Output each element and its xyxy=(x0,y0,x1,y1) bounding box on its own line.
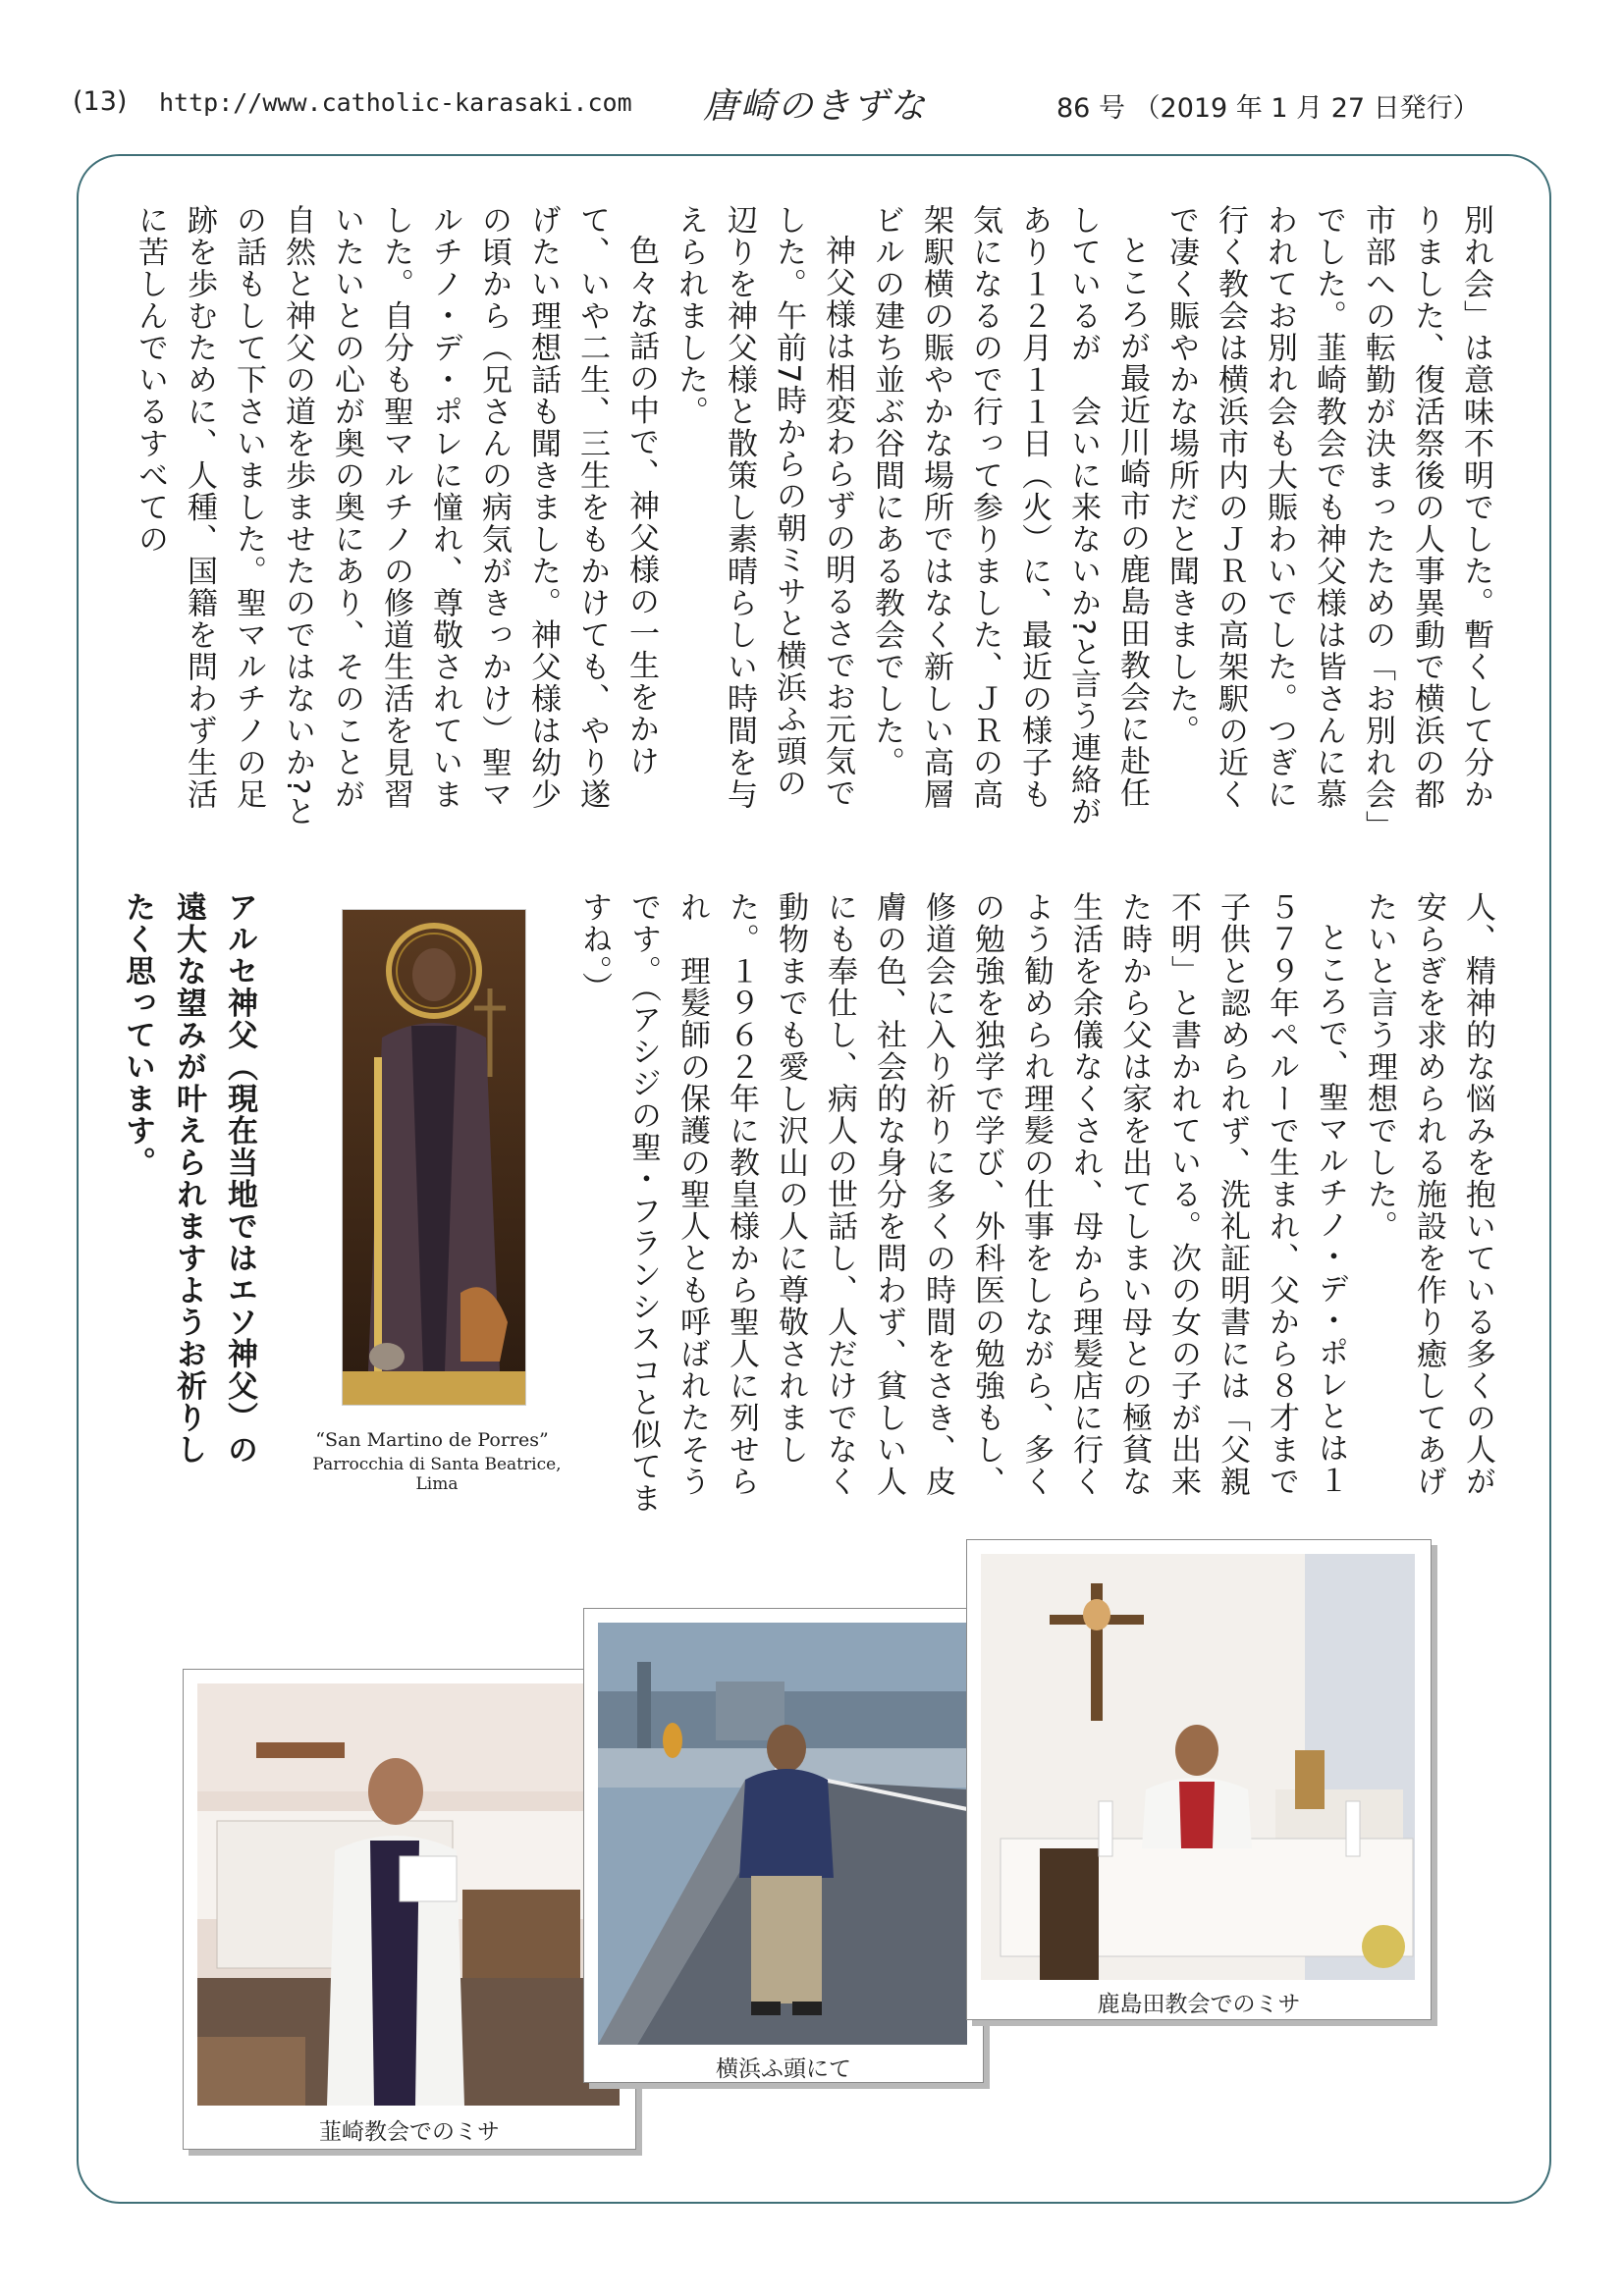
photo-kashimada-mass xyxy=(981,1554,1415,1980)
page-number: (13) xyxy=(73,86,128,117)
website-url[interactable]: http://www.catholic-karasaki.com xyxy=(159,88,632,117)
photo-illustration xyxy=(981,1554,1415,1980)
photo-caption: 韮崎教会でのミサ xyxy=(319,2119,500,2145)
article-paragraph: 人、精神的な悩みを抱いている多くの人が安らぎを求められる施設を作り癒してあげたいと言う理想でした。 xyxy=(1362,891,1495,1498)
article-paragraph: ところが最近川崎市の鹿島田教会に赴任しているが 会いに来ないか?と言う連絡があり１２月１１日（火）に、最近の様子も気になるので行って参りました、ＪＲの高架駅横の賑やかな場所ではなく新しい高層ビルの建ち並ぶ谷間にある教会でした。 xyxy=(869,204,1150,828)
article-lower-block xyxy=(576,891,1502,1518)
article-paragraph: 神父様は相変わらずの明るさでお元気でした。午前7時からの朝ミサと横浜ふ頭の辺りを神父様と散策し素晴らしい時間を与えられました。 xyxy=(673,204,855,811)
prayer-paragraph: アルセ神父（現在当地ではエソ神父）の遠大な望みが叶えられますようお祈りしたく思っています。 xyxy=(120,891,257,1466)
statue-illustration xyxy=(343,910,525,1405)
statue-caption-place: Parrocchia di Santa Beatrice, Lima xyxy=(312,1455,562,1494)
photo-illustration xyxy=(598,1623,967,2045)
photo-illustration xyxy=(197,1683,620,2106)
article-paragraph: 別れ会」は意味不明でした。暫くして分かりました、復活祭後の人事異動で横浜の都市部への転勤が決まったための「お別れ会」でした。韮崎教会でも神父様は皆さんに慕われてお別れ会も大賑わいでした。つぎに行く教会は横浜市内のＪＲの高架駅の近くで凄く賑やかな場所だと聞きました。 xyxy=(1163,204,1493,828)
prayer-text xyxy=(120,891,265,1490)
photo-card-nirasaki xyxy=(183,1669,636,2150)
article-paragraph: 色々な話の中で、神父様の一生をかけて、いや二生、三生をもかけても、やり遂げたい理想話も聞きました。神父様は幼少の頃から（兄さんの病気がきっかけ）聖マルチノ・デ・ポレに憧れ、尊敬されていました。自分も聖マルチノの修道生活を見習いたいとの心が奥の奥にあり、そのことが自然と神父の道を歩ませたのではないか?との話もして下さいました。聖マルチノの足跡を歩むために、人種、国籍を問わず生活に苦しんでいるすべての xyxy=(133,204,659,828)
photo-yokohama-pier xyxy=(598,1623,967,2045)
statue-image xyxy=(342,909,526,1406)
photo-nirasaki-mass xyxy=(197,1683,620,2106)
statue-caption-title: “San Martino de Porres” xyxy=(315,1429,549,1451)
photo-caption: 横浜ふ頭にて xyxy=(716,2056,851,2082)
article-upper-block xyxy=(133,204,1500,830)
photo-card-yokohama xyxy=(583,1608,984,2083)
newsletter-title: 唐崎のきずな xyxy=(703,86,928,127)
photo-card-kashimada xyxy=(966,1539,1432,2020)
photo-caption: 鹿島田教会でのミサ xyxy=(1097,1992,1301,2017)
issue-info: 86 号 （2019 年 1 月 27 日発行） xyxy=(1056,93,1480,124)
article-paragraph: ところで、聖マルチノ・デ・ポレとは１５７９年ペルーで生まれ、父から８才まで子供と認められず、洗礼証明書には「父親不明」と書かれている。次の女の子が出来た時から父は家を出てしまい母との極貧な生活を余儀なくされ、母から理髪店に行くよう勧められ理髪の仕事をしながら、多くの勉強を独学で学び、外科医の勉強もし、修道会に入り祈りに多くの時間をさき、皮膚の色、社会的な身分を問わず、貧しい人にも奉仕し、病人の世話し、人だけでなく動物までも愛し沢山の人に尊敬されました。１９６２年に教皇様から聖人に列せられ 理髪師の保護の聖人とも呼ばれたそうです。（アシジの聖・フランシスコと似てますね。） xyxy=(576,891,1348,1515)
